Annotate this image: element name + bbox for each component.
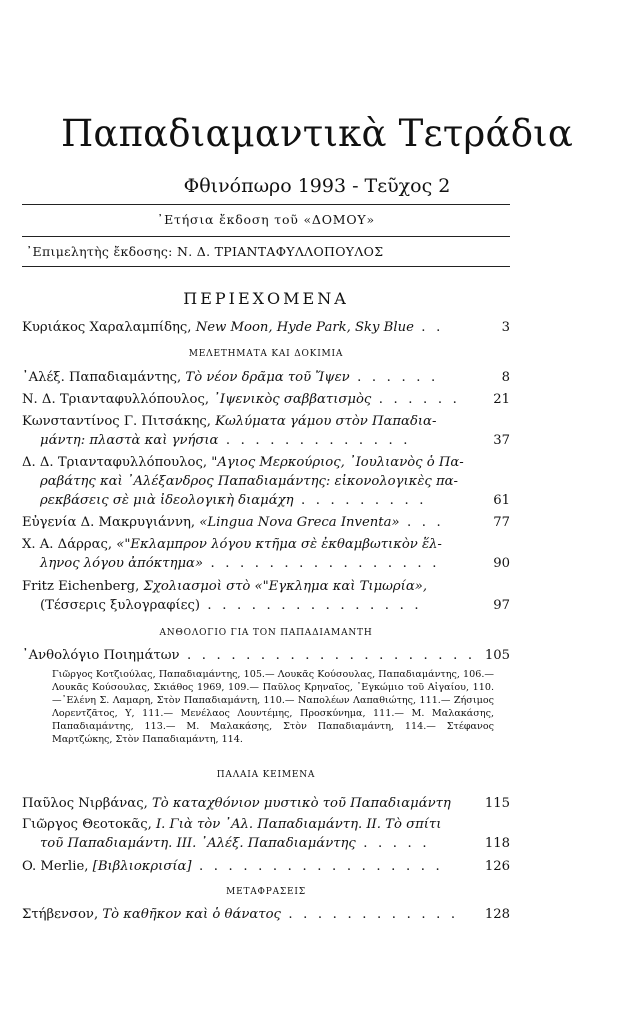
entry-title: Τὸ καταχθόνιον μυστικὸ τοῦ Παπαδιαμάντη — [151, 796, 451, 811]
entry-author: Εὐγενία Δ. Μακρυγιάννη, — [22, 515, 200, 530]
entry-title-cont: ληνος λόγου ἀπόκτημα» — [40, 556, 204, 571]
entry-title: «"Εκλαμπρον λόγου κτῆμα σὲ ἐκθαμβωτικὸν ἕλ- — [116, 537, 442, 552]
divider-bottom — [22, 266, 510, 267]
entry-title: Τὸ νέον δρᾶμα τοῦ Ἴψεν — [185, 370, 350, 385]
toc-entry[interactable] — [22, 368, 510, 387]
divider-top — [22, 204, 510, 205]
page-number: 37 — [487, 431, 510, 450]
leader-dots: . . . . . . . . . . . . . . . — [207, 598, 422, 613]
page-number: 3 — [496, 318, 510, 337]
entry-author: Χ. Α. Δάρρας, — [22, 537, 117, 552]
page-number: 8 — [496, 368, 510, 387]
leader-dots: . . . . . — [363, 836, 430, 851]
entry-author: Ν. Δ. Τριανταφυλλόπουλος, — [22, 392, 214, 407]
toc-entry[interactable] — [22, 815, 510, 853]
entry-author: ᾿Αλέξ. Παπαδιαμάντης, — [22, 370, 186, 385]
anthology-poem-list: Γιῶργος Κοτζιούλας, Παπαδιαμάντης, 105.— Λουκᾶς Κούσουλας, Παπαδιαμάντης, 106.— Λουκᾶς Κούσουλας, Σκιάθος 1969, 109.— Παῦλος Κρηναῖος, ᾿Εγκώμιο τοῦ Αἰγαίου, 110.—᾿Ελένη Σ. Λαμαρη, Στὸν Παπαδιαμάντη, 110.— Ναπολέων Λαπαθιώτης, 111.— Ζήσιμος Λορεντζᾶτος, Υ, 111.— Μενέλαος Λουντέμης, Προσκύνημα, 111.— Μ. Μαλακάσης, Παπαδιαμάντης, 113.— Μ. Μαλακάσης, Στὸν Παπαδιαμάντη, 114.— Στέφανος Μαρτζώκης, Στὸν Παπαδιαμάντη, 114. — [52, 669, 494, 745]
entry-author: Στήβενσον, — [22, 907, 103, 922]
entry-title: Ι. Γιὰ τὸν ᾿Αλ. Παπαδιαμάντη. ΙΙ. Τὸ σπίτι — [155, 817, 442, 832]
entry-title: New Moon, Hyde Park, Sky Blue — [195, 320, 414, 335]
entry-label: ᾿Ανθολόγιο Ποιημάτων — [22, 648, 180, 663]
entry-title: [Βιβλιοκρισία] — [92, 859, 192, 874]
toc-entry[interactable] — [22, 412, 510, 450]
entry-author: Γιῶργος Θεοτοκᾶς, — [22, 817, 156, 832]
entry-title-cont: (Τέσσερις ξυλογραφίες) — [40, 598, 200, 613]
entry-title: «Lingua Nova Greca Inventa» — [199, 515, 400, 530]
entry-title-cont: μάντη: πλαστὰ καὶ γνήσια — [40, 433, 219, 448]
leader-dots: . . . . . . — [357, 370, 439, 385]
entry-author: Δ. Δ. Τριανταφυλλόπουλος, — [22, 455, 212, 470]
entry-title: "Αγιος Μερκούριος, ᾿Ιουλιανὸς ὁ Πα- — [211, 455, 464, 470]
page-number: 61 — [487, 491, 510, 510]
page-number: 97 — [487, 596, 510, 615]
leader-dots: . . . . . . — [378, 392, 460, 407]
page-number: 21 — [487, 390, 510, 409]
divider-middle — [22, 236, 510, 237]
edition-line: ᾿Ετήσια ἔκδοση τοῦ «ΔΟΜΟΥ» — [157, 212, 375, 227]
toc-entry[interactable] — [22, 857, 510, 876]
entry-title-cont: ραβάτης καὶ ᾿Αλέξανδρος Παπαδιαμάντης: εἰκονολογικὲς πα- — [40, 474, 459, 489]
toc-entry[interactable] — [22, 646, 510, 665]
section-heading-old-texts: ΠΑΛΑΙΑ ΚΕΙΜΕΝΑ — [216, 770, 316, 780]
entry-title: ᾿Ιψενικὸς σαββατισμὸς — [213, 392, 372, 407]
toc-entry[interactable] — [22, 905, 510, 924]
leader-dots: . . . . . . . . . . . . . . . . . — [198, 859, 443, 874]
section-heading-anthology: ΑΝΘΟΛΟΓΙΟ ΓΙΑ ΤΟΝ ΠΑΠΑΔΙΑΜΑΝΤΗ — [159, 628, 373, 638]
leader-dots: . . — [421, 320, 444, 335]
entry-title: Τὸ καθῆκον καὶ ὁ θάνατος — [102, 907, 281, 922]
entry-author: Κωνσταντίνος Γ. Πιτσάκης, — [22, 414, 216, 429]
toc-entry[interactable] — [22, 318, 510, 337]
toc-entry[interactable] — [22, 535, 510, 573]
editor-line: ᾿Επιμελητὴς ἔκδοσης: Ν. Δ. ΤΡΙΑΝΤΑΦΥΛΛΟΠΟΥΛΟΣ — [26, 244, 384, 259]
page-number: 128 — [479, 905, 510, 924]
toc-entry[interactable] — [22, 453, 510, 510]
contents-heading: ΠΕΡΙΕΧΟΜΕΝΑ — [183, 289, 349, 308]
entry-author: O. Merlie, — [22, 859, 93, 874]
page-number: 115 — [479, 794, 510, 813]
leader-dots: . . . . . . . . . — [300, 493, 427, 508]
toc-entry[interactable] — [22, 794, 510, 813]
entry-author: Κυριάκος Χαραλαμπίδης, — [22, 320, 196, 335]
entry-title-cont: ρεκβάσεις σὲ μιὰ ἰδεολογικὴ διαμάχη — [40, 493, 294, 508]
toc-entry[interactable] — [22, 513, 510, 532]
leader-dots: . . . . . . . . . . . . . . . . — [210, 556, 440, 571]
entry-title: Σχολιασμοὶ στὸ «"Εγκλημα καὶ Τιμωρία», — [143, 579, 428, 594]
toc-entry[interactable] — [22, 577, 510, 615]
entry-author: Fritz Eichenberg, — [22, 579, 144, 594]
leader-dots: . . . . . . . . . . . . — [288, 907, 459, 922]
entry-author: Παῦλος Νιρβάνας, — [22, 796, 152, 811]
journal-title: Παπαδιαμαντικὰ Τετράδια — [60, 112, 574, 155]
section-heading-essays: ΜΕΛΕΤΗΜΑΤΑ ΚΑΙ ΔΟΚΙΜΙΑ — [188, 349, 344, 359]
leader-dots: . . . — [406, 515, 444, 530]
entry-title: Κωλύματα γάμου στὸν Παπαδια- — [215, 414, 437, 429]
page-number: 118 — [479, 834, 510, 853]
toc-entry[interactable] — [22, 390, 510, 409]
leader-dots: . . . . . . . . . . . . . — [225, 433, 411, 448]
page-number: 90 — [487, 554, 510, 573]
section-heading-translations: ΜΕΤΑΦΡΑΣΕΙΣ — [226, 887, 306, 897]
page-number: 105 — [479, 646, 510, 665]
leader-dots: . . . . . . . . . . . . . . . . . . . . — [186, 648, 476, 663]
entry-title-cont: τοῦ Παπαδιαμάντη. ΙΙΙ. ᾿Αλέξ. Παπαδιαμάντης — [40, 836, 356, 851]
issue-subtitle: Φθινόπωρο 1993 - Τεῦχος 2 — [183, 175, 451, 197]
page-number: 126 — [479, 857, 510, 876]
page-number: 77 — [487, 513, 510, 532]
